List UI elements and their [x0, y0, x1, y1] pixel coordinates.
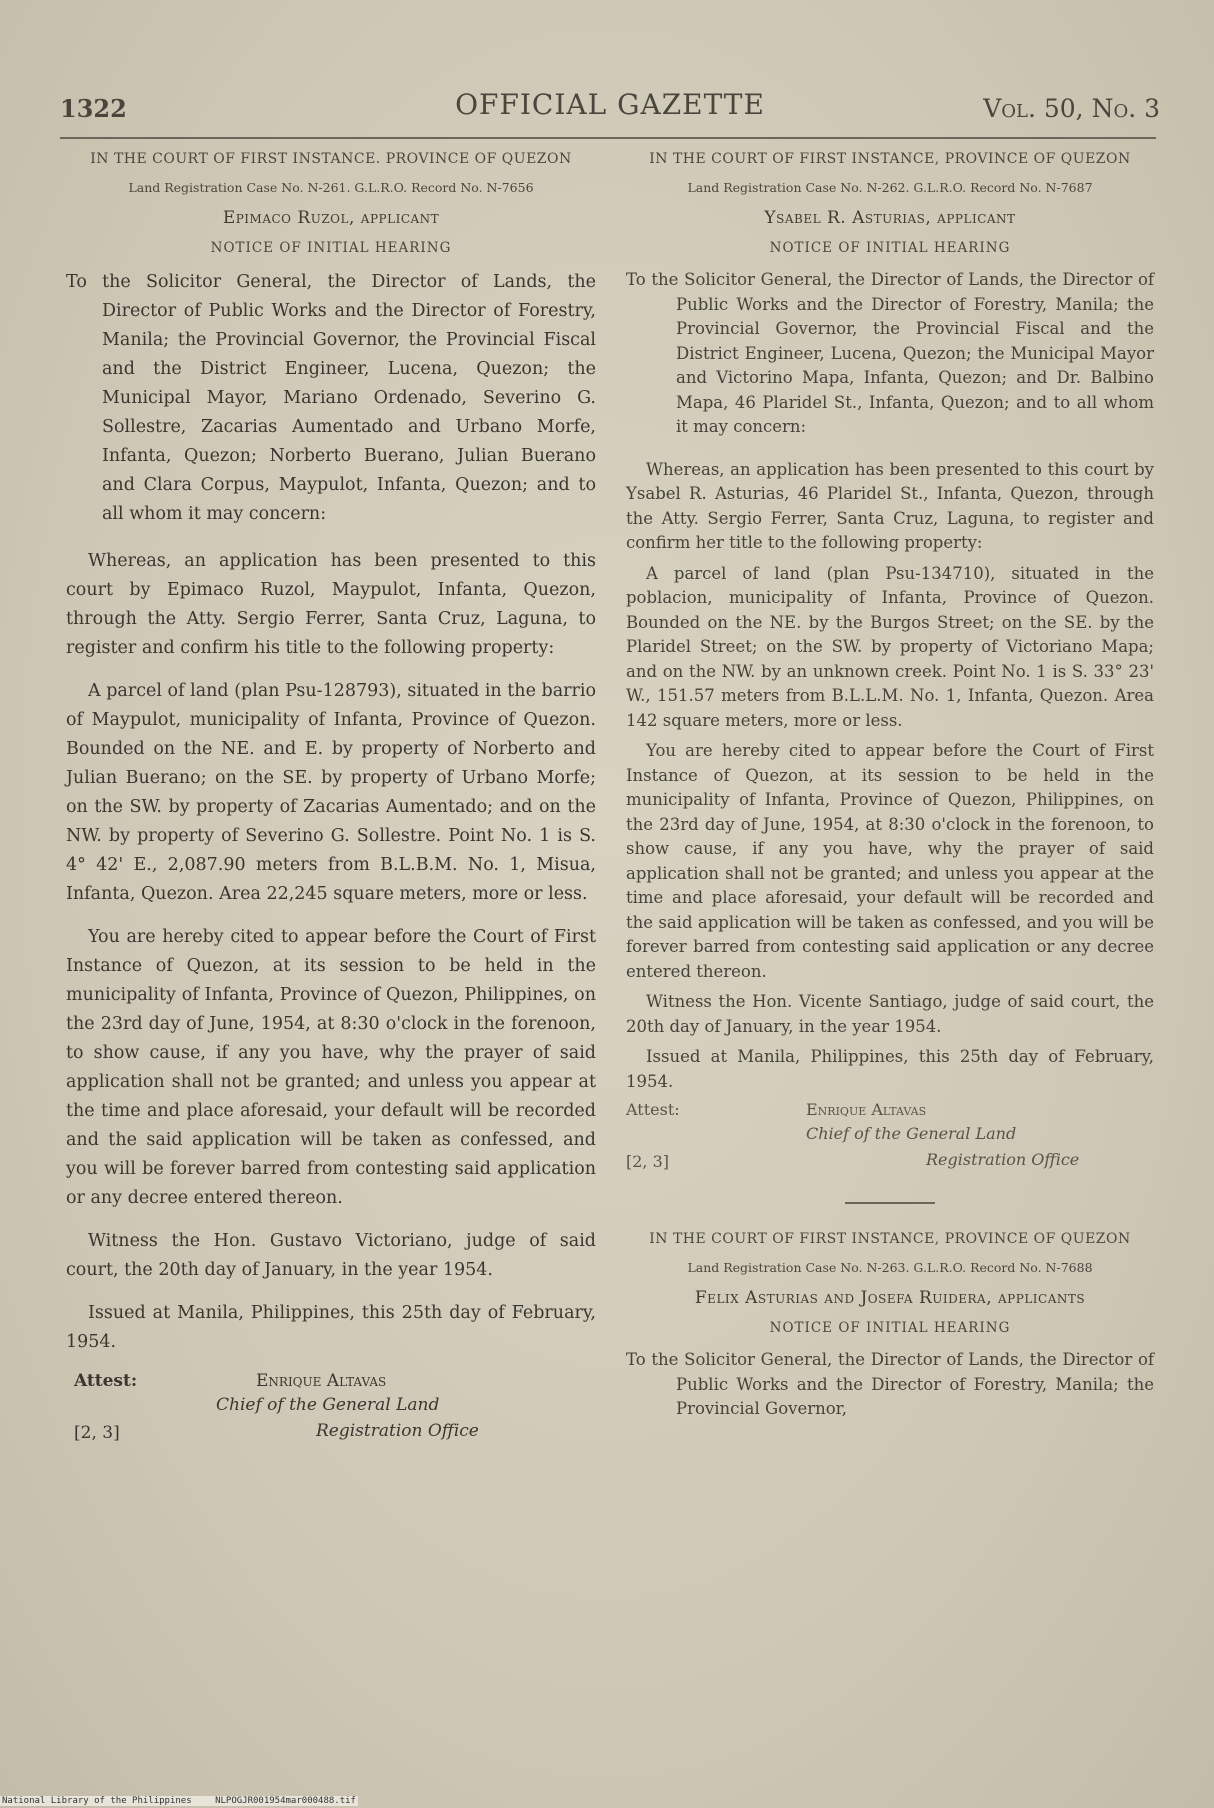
page-header	[60, 88, 1160, 128]
case-number: Land Registration Case No. N-263. G.L.R.O. Record No. N-7688	[687, 1260, 1093, 1275]
notice-title: NOTICE OF INITIAL HEARING	[210, 240, 452, 256]
court-heading: IN THE COURT OF FIRST INSTANCE. PROVINCE OF QUEZON	[90, 151, 572, 167]
issued-paragraph: Issued at Manila, Philippines, this 25th day of February, 1954.	[626, 1047, 1154, 1091]
addressee-paragraph: To the Solicitor General, the Director of Lands, the Director of Public Works and the Director of Forestry, Manila; the Provincial Governor, the Provincial Fiscal and the District Engineer, Lucena, Quezon; the Municipal Mayor, Mariano Ordenado, Severino G. Sollestre, Zacarias Aumentado and Urbano Morfe, Infanta, Quezon; Norberto Buerano, Julian Buerano and Clara Corpus, Maypulot, Infanta, Quezon; and to all whom it may concern:	[66, 272, 596, 524]
case-number: Land Registration Case No. N-262. G.L.R.O. Record No. N-7687	[687, 180, 1093, 195]
issued-paragraph: Issued at Manila, Philippines, this 25th day of February, 1954.	[66, 1303, 596, 1352]
addressee-paragraph: To the Solicitor General, the Director of Lands, the Director of Public Works and the Director of Forestry, Manila; the Provincial Governor, the Provincial Fiscal and the District Engineer, Lucena, Quezon; the Municipal Mayor and Victorino Mapa, Infanta, Quezon; and Dr. Balbino Mapa, 46 Plaridel St., Infanta, Quezon; and to all whom it may concern:	[626, 270, 1154, 436]
applicant-name: Ysabel R. Asturias, applicant	[764, 208, 1016, 228]
gazette-title: OFFICIAL GAZETTE	[455, 88, 765, 121]
property-paragraph: A parcel of land (plan Psu-134710), situated in the poblacion, municipality of Infanta, Province of Quezon. Bounded on the NE. by the Burgos Street; on the SE. by the Plaridel Street; on the SW. by property of Victoriano Mapa; and on the NW. by an unknown creek. Point No. 1 is S. 33° 23' W., 151.57 meters from B.L.L.M. No. 1, Infanta, Quezon. Area 142 square meters, more or less.	[626, 563, 1154, 730]
section-divider	[845, 1202, 935, 1204]
header-divider	[60, 137, 1156, 139]
left-column	[66, 150, 596, 1451]
signer-office: Registration Office	[316, 1421, 479, 1441]
signer-name: Enrique Altavas	[806, 1100, 927, 1119]
witness-paragraph: Witness the Hon. Gustavo Victoriano, judge of said court, the 20th day of January, in the year 1954.	[66, 1231, 596, 1280]
issue-reference: [2, 3]	[626, 1152, 670, 1171]
citation-paragraph: You are hereby cited to appear before the Court of First Instance of Quezon, at its session to be held in the municipality of Infanta, Province of Quezon, Philippines, on the 23rd day of June, 1954, at 8:30 o'clock in the forenoon, to show cause, if any you have, why the prayer of said application shall not be granted; and unless you appear at the time and place aforesaid, your default will be recorded and the said application will be taken as confessed, and you will be forever barred from contesting said application or any decree entered thereon.	[626, 741, 1154, 981]
scan-filename: NLPOGJR001954mar000488.tif	[215, 1796, 356, 1806]
citation-paragraph: You are hereby cited to appear before the Court of First Instance of Quezon, at its session to be held in the municipality of Infanta, Province of Quezon, Philippines, on the 23rd day of June, 1954, at 8:30 o'clock in the forenoon, to show cause, if any you have, why the prayer of said application shall not be granted; and unless you appear at the time and place aforesaid, your default will be recorded and the said application will be taken as confessed, and you will be forever barred from contesting said application or any decree entered thereon.	[66, 927, 596, 1208]
attest-block	[626, 1100, 1154, 1180]
applicant-name: Felix Asturias and Josefa Ruidera, applicants	[694, 1288, 1086, 1308]
attest-label: Attest:	[626, 1100, 680, 1119]
notice-title: NOTICE OF INITIAL HEARING	[769, 240, 1011, 256]
case-number: Land Registration Case No. N-261. G.L.R.O. Record No. N-7656	[128, 180, 534, 195]
attest-label: Attest:	[74, 1371, 138, 1391]
signer-title: Chief of the General Land	[216, 1395, 440, 1415]
property-paragraph: A parcel of land (plan Psu-128793), situated in the barrio of Maypulot, municipality of Infanta, Province of Quezon. Bounded on the NE. and E. by property of Norberto and Julian Buerano; on the SE. by property of Urbano Morfe; on the SW. by property of Zacarias Aumentado; and on the NW. by property of Severino G. Sollestre. Point No. 1 is S. 4° 42' E., 2,087.90 meters from B.L.B.M. No. 1, Misua, Infanta, Quezon. Area 22,245 square meters, more or less.	[66, 681, 596, 904]
right-column	[626, 150, 1154, 1440]
addressee-paragraph: To the Solicitor General, the Director of Lands, the Director of Public Works and the Director of Forestry, Manila; the Provincial Governor,	[626, 1350, 1154, 1418]
application-paragraph: Whereas, an application has been presented to this court by Epimaco Ruzol, Maypulot, Infanta, Quezon, through the Atty. Sergio Ferrer, Santa Cruz, Laguna, to register and confirm his title to the following property:	[66, 551, 596, 658]
volume-number: Vol. 50, No. 3	[983, 94, 1160, 123]
signer-name: Enrique Altavas	[256, 1371, 387, 1391]
court-heading: IN THE COURT OF FIRST INSTANCE, PROVINCE OF QUEZON	[649, 151, 1131, 167]
issue-reference: [2, 3]	[74, 1423, 120, 1443]
application-paragraph: Whereas, an application has been presented to this court by Ysabel R. Asturias, 46 Plaridel St., Infanta, Quezon, through the Atty. Sergio Ferrer, Santa Cruz, Laguna, to register and confirm her title to the following property:	[626, 459, 1154, 552]
witness-paragraph: Witness the Hon. Vicente Santiago, judge of said court, the 20th day of January, in the year 1954.	[626, 992, 1154, 1036]
notice-title: NOTICE OF INITIAL HEARING	[769, 1320, 1011, 1336]
library-credit: National Library of the Philippines	[2, 1796, 192, 1806]
scan-footer	[0, 1796, 358, 1806]
applicant-name: Epimaco Ruzol, applicant	[222, 208, 440, 228]
signer-office: Registration Office	[926, 1150, 1080, 1169]
page-number: 1322	[60, 94, 127, 123]
attest-block	[66, 1371, 596, 1451]
signer-title: Chief of the General Land	[806, 1124, 1017, 1143]
court-heading: IN THE COURT OF FIRST INSTANCE, PROVINCE OF QUEZON	[649, 1231, 1131, 1247]
